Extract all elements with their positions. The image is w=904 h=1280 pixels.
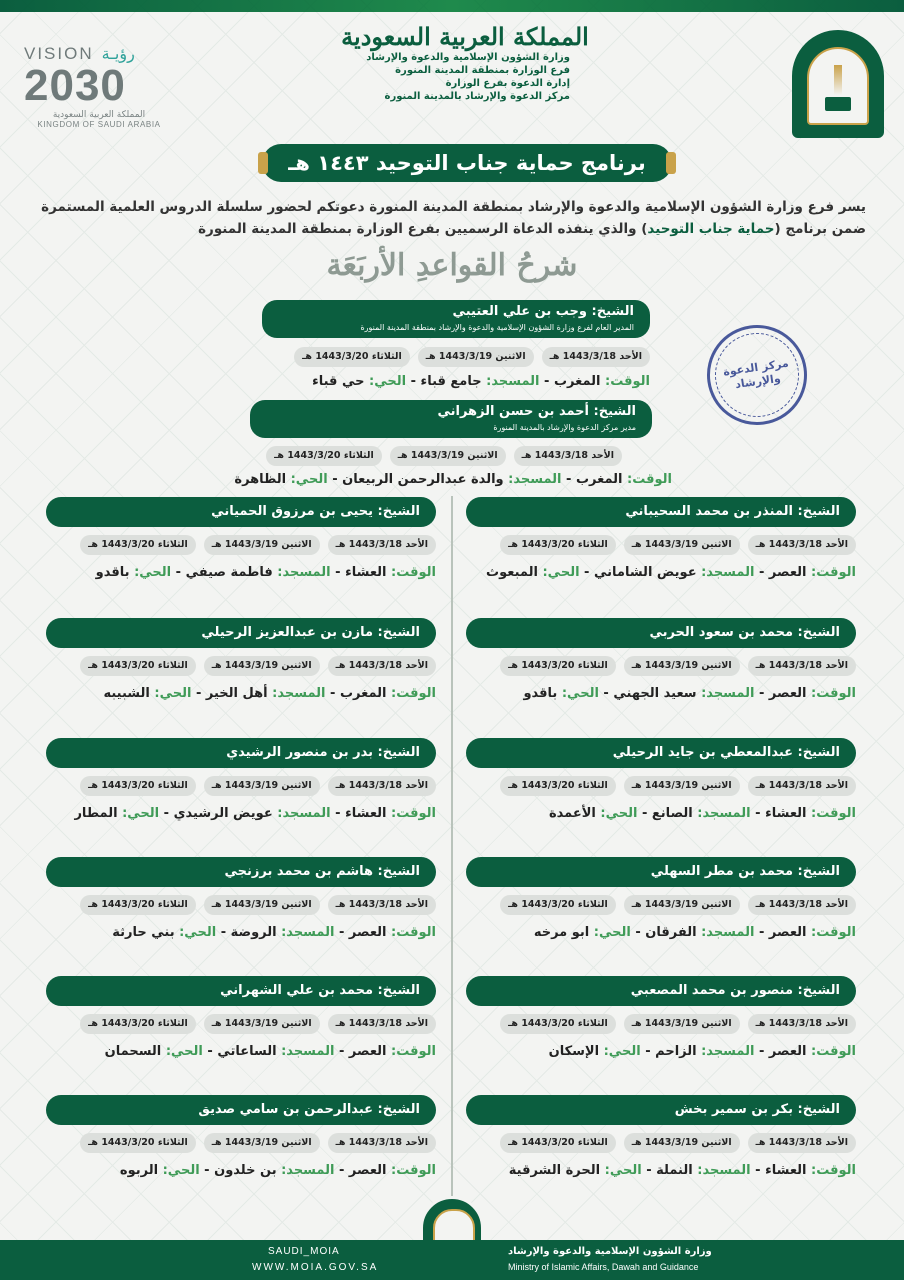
date-tuesday: الثلاثاء 1443/3/20 هـ	[500, 776, 616, 796]
sheikh-pill	[46, 976, 436, 1006]
center-stamp	[701, 319, 814, 432]
sheikh-name: مازن بن عبدالعزيز الرحيلي	[201, 625, 374, 640]
date-tuesday: الثلاثاء 1443/3/20 هـ	[500, 535, 616, 555]
lesson-mosque: عويض الشاماني	[593, 565, 697, 580]
series-title: شرحُ القواعدِ الأربَعَة	[326, 248, 578, 283]
sheikh-label: الشيخ:	[591, 304, 634, 319]
lesson-mosque: الزاحم	[655, 1044, 697, 1059]
sheikh-pill	[466, 738, 856, 768]
ministry-line: وزارة الشؤون الإسلامية والدعوة والإرشاد	[366, 52, 570, 63]
sheikh-card	[46, 1095, 436, 1195]
lesson-district: ابو مرخه	[533, 925, 590, 940]
sheikh-pill	[46, 1095, 436, 1125]
date-sunday: الأحد 1443/3/18 هـ	[328, 895, 436, 915]
date-monday: الاثنين 1443/3/19 هـ	[624, 656, 740, 676]
lesson-district: السحمان	[104, 1044, 162, 1059]
intro-paragraph	[40, 196, 866, 240]
sheikh-card	[466, 857, 856, 957]
vision-ar: رؤيـة	[101, 44, 135, 63]
lesson-info: الوقت: المغرب - المسجد: أهل الخير - الحي: الشبيبه	[103, 686, 436, 701]
social-handle: SAUDI_MOIA	[268, 1246, 340, 1257]
date-row	[500, 1014, 856, 1034]
date-tuesday: الثلاثاء 1443/3/20 هـ	[80, 1014, 196, 1034]
date-row	[80, 1133, 436, 1153]
intro-highlight: حماية جناب التوحيد	[647, 221, 775, 237]
sheikh-pill	[46, 618, 436, 648]
sheikh-name: المنذر بن محمد السحيباني	[625, 504, 794, 519]
date-monday: الاثنين 1443/3/19 هـ	[204, 1014, 320, 1034]
sheikh-name: منصور بن محمد المصعبي	[630, 983, 794, 998]
ministry-name-en: Ministry of Islamic Affairs, Dawah and Guidance	[508, 1262, 699, 1272]
date-monday: الاثنين 1443/3/19 هـ	[204, 1133, 320, 1153]
date-monday: الاثنين 1443/3/19 هـ	[390, 446, 506, 466]
footer	[0, 1240, 904, 1280]
date-sunday: الأحد 1443/3/18 هـ	[328, 535, 436, 555]
kingdom-title: المملكة العربية السعودية	[341, 22, 589, 51]
date-sunday: الأحد 1443/3/18 هـ	[514, 446, 622, 466]
date-tuesday: الثلاثاء 1443/3/20 هـ	[80, 535, 196, 555]
sheikh-label: الشيخ:	[377, 504, 420, 519]
date-monday: الاثنين 1443/3/19 هـ	[418, 347, 534, 367]
date-row	[80, 895, 436, 915]
sheikh-label: الشيخ:	[797, 745, 840, 760]
date-row	[294, 347, 650, 367]
date-tuesday: الثلاثاء 1443/3/20 هـ	[500, 895, 616, 915]
date-tuesday: الثلاثاء 1443/3/20 هـ	[266, 446, 382, 466]
date-sunday: الأحد 1443/3/18 هـ	[748, 1133, 856, 1153]
date-row	[80, 535, 436, 555]
date-row	[80, 776, 436, 796]
lesson-mosque: عويض الرشيدي	[173, 806, 273, 821]
lesson-district: المطار	[74, 806, 118, 821]
sheikh-card	[46, 618, 436, 718]
sheikh-card	[46, 497, 436, 597]
date-sunday: الأحد 1443/3/18 هـ	[328, 656, 436, 676]
lesson-mosque: والدة عبدالرحمن الربيعان	[342, 472, 504, 487]
lesson-time: العصر	[348, 1044, 387, 1059]
date-sunday: الأحد 1443/3/18 هـ	[748, 535, 856, 555]
sheikh-name: وجب بن علي العتيبي	[452, 304, 588, 319]
lesson-district: باقدو	[523, 686, 558, 701]
lesson-time: المغرب	[575, 472, 623, 487]
date-sunday: الأحد 1443/3/18 هـ	[748, 895, 856, 915]
lesson-info: الوقت: العصر - المسجد: سعيد الجهني - الحي: باقدو	[523, 686, 856, 701]
lesson-info: الوقت: العصر - المسجد: الروضة - الحي: بني حارثة	[112, 925, 436, 940]
sheikh-label: الشيخ:	[797, 864, 840, 879]
sheikh-label: الشيخ:	[377, 864, 420, 879]
sheikh-label: الشيخ:	[797, 1102, 840, 1117]
date-monday: الاثنين 1443/3/19 هـ	[204, 656, 320, 676]
sheikh-name: بدر بن منصور الرشيدي	[226, 745, 374, 760]
lesson-time: العصر	[768, 1044, 807, 1059]
lesson-mosque: الفرقان	[645, 925, 697, 940]
date-sunday: الأحد 1443/3/18 هـ	[748, 1014, 856, 1034]
date-tuesday: الثلاثاء 1443/3/20 هـ	[80, 776, 196, 796]
lesson-time: العشاء	[765, 806, 807, 821]
sheikh-pill	[46, 738, 436, 768]
date-tuesday: الثلاثاء 1443/3/20 هـ	[500, 656, 616, 676]
sheikh-name: يحيى بن مرزوق الحمياني	[211, 504, 374, 519]
sheikh-card	[46, 738, 436, 838]
lesson-mosque: بن خلدون	[214, 1163, 277, 1178]
sheikh-name: محمد بن مطر السهلي	[650, 864, 794, 879]
sheikh-card	[46, 857, 436, 957]
lesson-time: العصر	[768, 686, 807, 701]
lesson-info: الوقت: العصر - المسجد: الساعاتي - الحي: السحمان	[104, 1044, 436, 1059]
lesson-district: الظاهرة	[234, 472, 287, 487]
date-row	[500, 535, 856, 555]
vision-2030-logo	[24, 44, 174, 136]
sheikh-card	[466, 1095, 856, 1195]
lesson-info: الوقت: المغرب - المسجد: والدة عبدالرحمن الربيعان - الحي: الظاهرة	[234, 472, 672, 487]
date-row	[266, 446, 622, 466]
top-bar	[0, 0, 904, 12]
sheikh-pill	[262, 300, 650, 338]
date-tuesday: الثلاثاء 1443/3/20 هـ	[294, 347, 410, 367]
date-row	[80, 656, 436, 676]
date-monday: الاثنين 1443/3/19 هـ	[624, 1133, 740, 1153]
featured-card	[262, 300, 650, 395]
date-monday: الاثنين 1443/3/19 هـ	[204, 895, 320, 915]
date-row	[500, 656, 856, 676]
sheikh-card	[466, 976, 856, 1076]
branch-line: فرع الوزارة بمنطقة المدينة المنورة	[395, 65, 570, 76]
center-line: مركز الدعوة والإرشاد بالمدينة المنورة	[384, 91, 570, 102]
lesson-info: الوقت: العصر - المسجد: عويض الشاماني - الحي: المبعوث	[486, 565, 856, 580]
lesson-info: الوقت: العصر - المسجد: بن خلدون - الحي: الربوه	[119, 1163, 436, 1178]
date-monday: الاثنين 1443/3/19 هـ	[624, 535, 740, 555]
sheikh-label: الشيخ:	[593, 404, 636, 419]
sheikh-label: الشيخ:	[377, 745, 420, 760]
website-link[interactable]: WWW.MOIA.GOV.SA	[252, 1262, 379, 1273]
lesson-time: العشاء	[765, 1163, 807, 1178]
sheikh-pill	[250, 400, 652, 438]
date-monday: الاثنين 1443/3/19 هـ	[204, 776, 320, 796]
lesson-mosque: جامع قباء	[420, 374, 482, 389]
date-monday: الاثنين 1443/3/19 هـ	[624, 895, 740, 915]
intro-part-1: يسر فرع وزارة الشؤون الإسلامية والدعوة والإرشاد بمنطقة المدينة المنورة دعوتكم لحضور سلسلة الدروس العلمية المستمرة ضمن برنامج (	[41, 199, 866, 237]
date-monday: الاثنين 1443/3/19 هـ	[624, 776, 740, 796]
sheikh-card	[46, 976, 436, 1076]
lesson-time: العصر	[768, 925, 807, 940]
lesson-district: الأعمدة	[548, 806, 596, 821]
sheikh-name: بكر بن سمير بخش	[674, 1102, 794, 1117]
sheikh-title: المدير العام لفرع وزارة الشؤون الإسلامية والدعوة والإرشاد بمنطقة المدينة المنورة	[360, 323, 634, 332]
vision-kingdom-ar: المملكة العربية السعودية	[52, 110, 146, 120]
lesson-mosque: سعيد الجهني	[613, 686, 697, 701]
lesson-mosque: أهل الخير	[205, 686, 268, 701]
sheikh-label: الشيخ:	[797, 983, 840, 998]
lesson-district: باقدو	[95, 565, 130, 580]
lesson-mosque: الساعاتي	[217, 1044, 277, 1059]
date-row	[500, 895, 856, 915]
sheikh-title: مدير مركز الدعوة والإرشاد بالمدينة المنورة	[493, 423, 636, 432]
lesson-district: الإسكان	[548, 1044, 600, 1059]
sheikh-name: محمد بن سعود الحربي	[649, 625, 794, 640]
dawah-dept-line: إدارة الدعوة بفرع الوزارة	[445, 78, 570, 89]
ministry-name-ar: وزارة الشؤون الإسلامية والدعوة والإرشاد	[508, 1246, 712, 1257]
sheikh-label: الشيخ:	[377, 625, 420, 640]
date-tuesday: الثلاثاء 1443/3/20 هـ	[500, 1133, 616, 1153]
ministry-emblem-icon	[792, 30, 884, 138]
lesson-info: الوقت: العصر - المسجد: الزاحم - الحي: الإسكان	[548, 1044, 856, 1059]
sheikh-name: محمد بن علي الشهراني	[220, 983, 374, 998]
sheikh-card	[466, 738, 856, 838]
date-monday: الاثنين 1443/3/19 هـ	[624, 1014, 740, 1034]
lesson-info: الوقت: العشاء - المسجد: النملة - الحي: الحرة الشرقية	[508, 1163, 856, 1178]
date-tuesday: الثلاثاء 1443/3/20 هـ	[80, 1133, 196, 1153]
sheikh-pill	[466, 857, 856, 887]
vision-title: VISION	[24, 44, 94, 63]
lesson-mosque: الصانع	[651, 806, 693, 821]
lesson-district: الربوه	[119, 1163, 159, 1178]
lesson-mosque: النملة	[656, 1163, 693, 1178]
lesson-time: العشاء	[345, 806, 387, 821]
vision-year: 2030	[24, 61, 126, 110]
lesson-info: الوقت: العصر - المسجد: الفرقان - الحي: ابو مرخه	[533, 925, 856, 940]
date-row	[500, 776, 856, 796]
government-heading	[340, 22, 590, 103]
lesson-info: الوقت: العشاء - المسجد: فاطمة صيفي - الحي: باقدو	[95, 565, 436, 580]
sheikh-card	[466, 618, 856, 718]
date-sunday: الأحد 1443/3/18 هـ	[748, 776, 856, 796]
sheikh-pill	[46, 857, 436, 887]
lesson-mosque: فاطمة صيفي	[185, 565, 273, 580]
sheikh-label: الشيخ:	[797, 625, 840, 640]
date-tuesday: الثلاثاء 1443/3/20 هـ	[80, 656, 196, 676]
featured-card	[234, 400, 672, 490]
program-title: برنامج حماية جناب التوحيد ١٤٤٣ هـ	[262, 144, 672, 182]
sheikh-name: عبدالرحمن بن سامي صديق	[198, 1102, 374, 1117]
lesson-time: المغرب	[339, 686, 387, 701]
sheikh-pill	[466, 1095, 856, 1125]
lesson-info: الوقت: العشاء - المسجد: الصانع - الحي: الأعمدة	[548, 806, 856, 821]
sheikh-pill	[466, 497, 856, 527]
date-sunday: الأحد 1443/3/18 هـ	[328, 1133, 436, 1153]
date-monday: الاثنين 1443/3/19 هـ	[204, 535, 320, 555]
date-row	[500, 1133, 856, 1153]
sheikh-pill	[466, 976, 856, 1006]
date-sunday: الأحد 1443/3/18 هـ	[328, 776, 436, 796]
sheikh-name: عبدالمعطي بن جايد الرحيلي	[612, 745, 794, 760]
date-sunday: الأحد 1443/3/18 هـ	[328, 1014, 436, 1034]
sheikh-label: الشيخ:	[377, 983, 420, 998]
lesson-info: الوقت: العشاء - المسجد: عويض الرشيدي - الحي: المطار	[74, 806, 436, 821]
date-sunday: الأحد 1443/3/18 هـ	[542, 347, 650, 367]
date-sunday: الأحد 1443/3/18 هـ	[748, 656, 856, 676]
lesson-district: الحرة الشرقية	[508, 1163, 601, 1178]
sheikh-name: أحمد بن حسن الزهراني	[437, 404, 590, 419]
sheikh-label: الشيخ:	[377, 1102, 420, 1117]
lesson-info: الوقت: المغرب - المسجد: جامع قباء - الحي: حي قباء	[312, 374, 650, 389]
lesson-district: حي قباء	[312, 374, 365, 389]
lesson-time: المغرب	[553, 374, 601, 389]
lesson-time: العشاء	[345, 565, 387, 580]
date-row	[80, 1014, 436, 1034]
lesson-time: العصر	[348, 1163, 387, 1178]
column-divider	[451, 496, 453, 1196]
date-tuesday: الثلاثاء 1443/3/20 هـ	[500, 1014, 616, 1034]
sheikh-label: الشيخ:	[797, 504, 840, 519]
sheikh-pill	[46, 497, 436, 527]
sheikh-card	[466, 497, 856, 597]
sheikh-pill	[466, 618, 856, 648]
date-tuesday: الثلاثاء 1443/3/20 هـ	[80, 895, 196, 915]
stamp-text: مركز الدعوة والإرشاد	[722, 356, 790, 392]
lesson-district: المبعوث	[486, 565, 538, 580]
vision-kingdom-en: KINGDOM OF SAUDI ARABIA	[37, 120, 161, 129]
lesson-time: العصر	[768, 565, 807, 580]
lesson-district: بني حارثة	[112, 925, 175, 940]
lesson-mosque: الروضة	[230, 925, 277, 940]
lesson-time: العصر	[348, 925, 387, 940]
intro-part-2: ) والذي ينفذه الدعاة الرسميين بفرع الوزارة بمنطقة المدينة المنورة	[198, 221, 648, 237]
lesson-district: الشبيبه	[103, 686, 150, 701]
sheikh-name: هاشم بن محمد برزنجي	[224, 864, 374, 879]
